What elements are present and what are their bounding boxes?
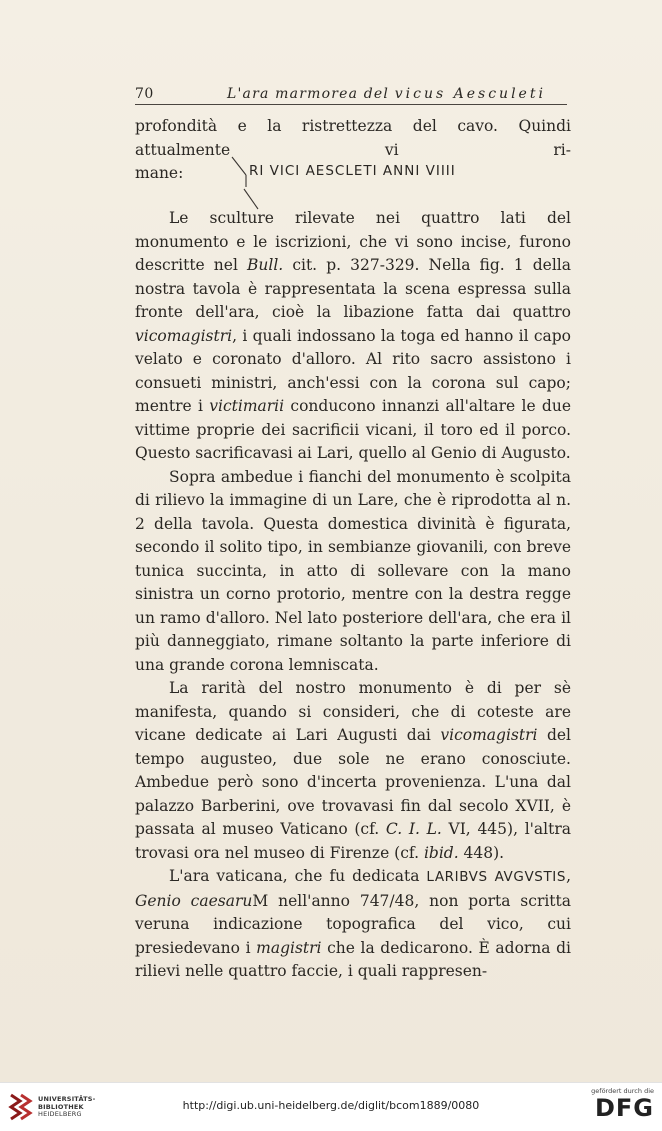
paragraph-2 — [135, 466, 571, 678]
library-name-line-2: BIBLIOTHEK — [38, 1102, 84, 1111]
inscription-text: RI VICI AESCLETI ANNI VIIII — [249, 163, 456, 179]
text-segment: LARIBVS AVGVSTIS — [426, 869, 567, 885]
text-segment: nell'anno 747/48, non porta scritta veruna indicazione topografica del vico, cui presiedevano i — [135, 891, 572, 957]
text-segment: del tempo augusteo, due sole ne erano conosciute. Ambedue però sono d'incerta provenienza. L'una dal palazzo Barberini, ove trovavasi fin dal secolo XVII, è passata al museo Vaticano (cf. — [135, 726, 572, 838]
footer-bar — [0, 1082, 662, 1131]
permalink-url[interactable]: http://digi.ub.uni-heidelberg.de/diglit/bcom1889/0080 — [182, 1099, 480, 1112]
text-segment: vicomagistri — [135, 326, 233, 345]
text-segment: Genio caesaru — [135, 891, 253, 910]
running-title-spaced: vicus Aesculeti — [394, 86, 546, 102]
text-segment: victimarii — [209, 397, 285, 415]
text-segment: che la dedicarono. È adorna di rilievi nelle quattro faccie, i quali rappresen- — [135, 938, 572, 980]
text-segment: cit. p. 327-329. Nella fig. 1 della nostra tavola è rappresentata la scena espressa sulla fronte dell'ara, cioè la libazione fatta dai quattro — [135, 256, 571, 321]
sponsor-caption: gefördert durch die — [591, 1087, 654, 1095]
dfg-logo[interactable] — [584, 1087, 654, 1121]
page-number: 70 — [135, 86, 154, 102]
running-title-main: L'ara marmorea del — [227, 86, 395, 102]
paragraph-3 — [135, 677, 571, 865]
running-title — [227, 86, 546, 102]
text-segment: La rarità del nostro monumento è di per sè manifesta, quando si consideri, che di coteste are vicane dedicate ai Lari Augusti dai — [135, 679, 571, 744]
text-segment: , i quali indossano la toga ed hanno il capo velato e coronato d'alloro. Al rito sacro assistono i consueti ministri, anch'essi con la corona sul capo; mentre i — [135, 326, 571, 415]
library-name-line-1: UNIVERSITÄTS- — [38, 1095, 96, 1103]
text-segment: magistri — [256, 938, 322, 957]
text-segment: Bull. — [247, 256, 284, 274]
dfg-wordmark: DFG — [594, 1094, 654, 1122]
text-segment: C. I. L. — [385, 820, 442, 838]
body-text — [135, 207, 571, 984]
text-segment: M — [252, 891, 269, 910]
text-segment: L'ara vaticana, che fu dedicata — [169, 867, 427, 885]
intro-line-2: mane: — [135, 164, 184, 182]
text-segment: Le sculture rilevate nei quattro lati del monumento e le iscrizioni, che vi sono incise, furono descritte nel — [135, 209, 571, 274]
text-segment: , — [566, 867, 571, 885]
text-segment: ibid. — [423, 843, 459, 862]
text-segment: VI, 445), l'altra trovasi ora nel museo di Firenze (cf. — [135, 820, 571, 862]
text-segment: vicomagistri — [440, 726, 538, 744]
intro-line-1: profondità e la ristrettezza del cavo. Quindi attualmente vi ri- — [135, 117, 571, 159]
paragraph-4 — [135, 865, 571, 984]
library-name-line-3: HEIDELBERG — [38, 1110, 82, 1118]
page-header — [135, 86, 567, 106]
header-rule — [135, 104, 567, 105]
text-segment: Sopra ambedue i fianchi del monumento è scolpita di rilievo la immagine di un Lare, che è riprodotta al n. 2 della tavola. Questa domestica divinità è figurata, secondo il solito tipo, in sembianze giovanili, con breve tunica succinta, in atto di sollevare con la mano sinistra un corno protorio, mentre con la destra regge un ramo d'alloro. Nel lato posteriore dell'ara, che era il più danneggiato, rimane soltanto la parte inferiore di una grande corona lemniscata. — [135, 467, 571, 674]
text-segment: 448). — [458, 843, 505, 862]
paragraph-1 — [135, 207, 571, 466]
text-segment: conducono innanzi all'altare le due vittime proprie dei sacrificii vicani, il toro ed il porco. Questo sacrificavasi ai Lari, quello al Genio di Augusto. — [135, 397, 571, 462]
